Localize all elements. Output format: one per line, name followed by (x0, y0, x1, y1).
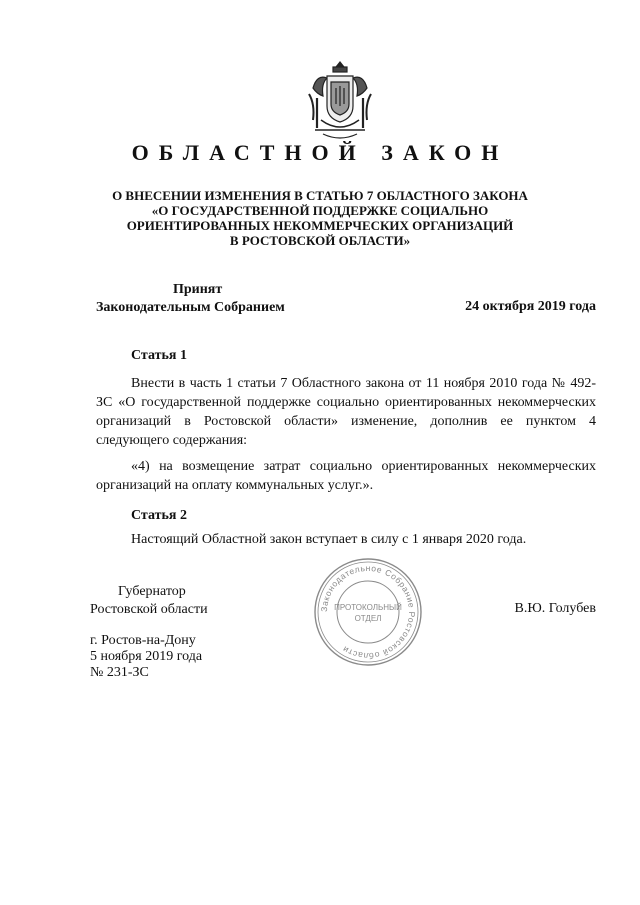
article-1-paragraph-1: Внести в часть 1 статьи 7 Областного закона от 11 ноября 2010 года № 492-ЗС «О государственной поддержке социально ориентированных некоммерческих организаций в Ростовской области» изменение, дополнив ее пунктом 4 следующего содержания: (96, 376, 596, 448)
law-type-title: ОБЛАСТНОЙ ЗАКОН (131, 140, 509, 165)
article-1-heading: Статья 1 (131, 348, 187, 363)
coat-of-arms-emblem (303, 58, 377, 142)
law-subject (80, 188, 560, 248)
signer-name: В.Ю. Голубев (514, 601, 596, 616)
svg-text:Законодательное Собрание Росто (319, 563, 417, 661)
seal-center-text-2: ОТДЕЛ (354, 614, 382, 623)
seal-center-text-1: ПРОТОКОЛЬНЫЙ (334, 603, 402, 612)
signing-date: 5 ноября 2019 года (90, 649, 203, 664)
law-number: № 231-ЗС (90, 665, 149, 680)
official-seal-stamp (312, 556, 424, 668)
subject-line: О ВНЕСЕНИИ ИЗМЕНЕНИЯ В СТАТЬЮ 7 ОБЛАСТНОГО ЗАКОНА (112, 188, 528, 203)
governor-title (90, 583, 208, 619)
governor-title-line1: Губернатор (118, 584, 186, 599)
adopting-body: Законодательным Собранием (96, 300, 285, 315)
subject-line: «О ГОСУДАРСТВЕННОЙ ПОДДЕРЖКЕ СОЦИАЛЬНО (151, 203, 489, 218)
article-2-heading: Статья 2 (131, 508, 187, 523)
adoption-block (96, 281, 285, 317)
adopted-label: Принят (173, 282, 223, 297)
place-date-number (90, 633, 202, 681)
article-2-paragraph-1: Настоящий Областной закон вступает в силу с 1 января 2020 года. (131, 532, 527, 547)
adoption-date: 24 октября 2019 года (465, 299, 596, 314)
seal-ring-text: Законодательное Собрание Ростовской области (318, 562, 418, 662)
signing-city: г. Ростов-на-Дону (90, 633, 196, 648)
subject-line: ОРИЕНТИРОВАННЫХ НЕКОММЕРЧЕСКИХ ОРГАНИЗАЦИЙ (126, 218, 514, 233)
governor-title-line2: Ростовской области (90, 602, 208, 617)
article-1-paragraph-2: «4) на возмещение затрат социально ориентированных некоммерческих организаций на оплату коммунальных услуг.». (96, 459, 596, 493)
subject-line: В РОСТОВСКОЙ ОБЛАСТИ» (229, 233, 411, 248)
